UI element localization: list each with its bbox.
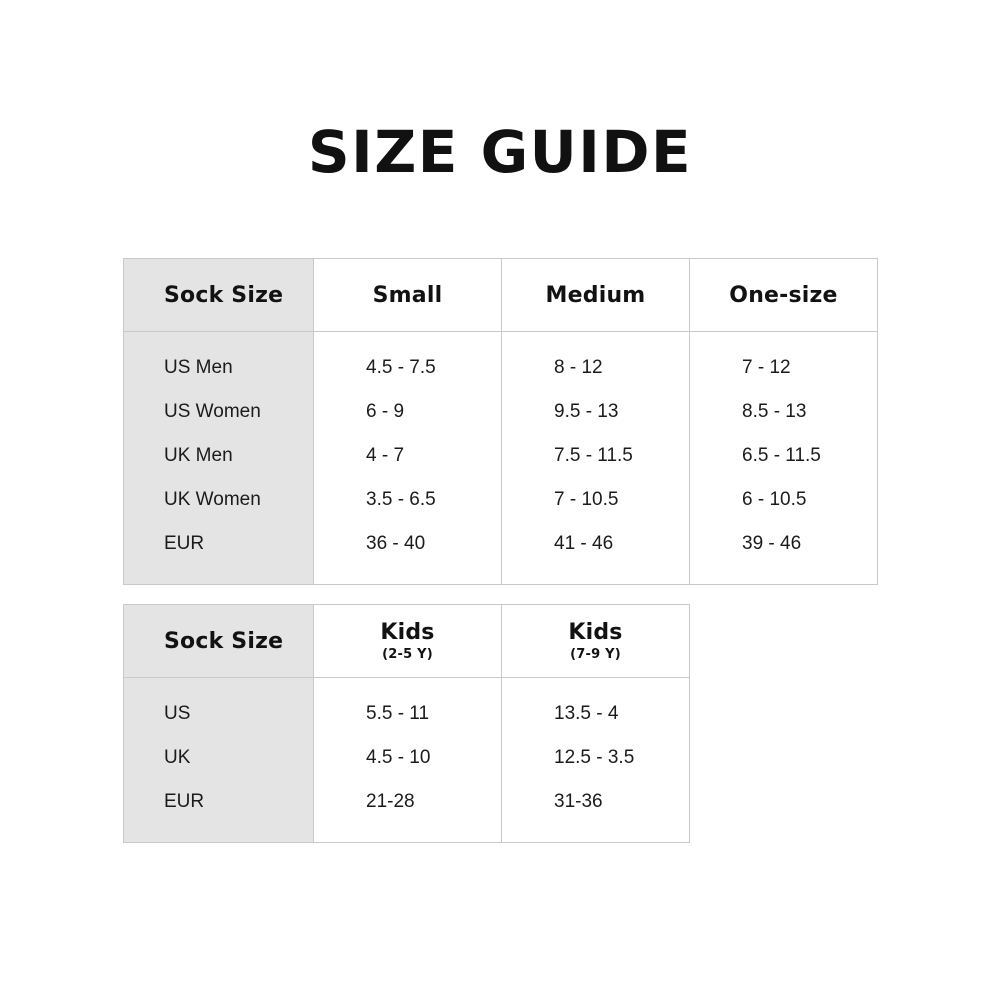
row-label: UK Men xyxy=(124,434,314,478)
cell-value: 36 - 40 xyxy=(314,522,502,585)
table-row xyxy=(124,736,690,780)
column-header-medium: Medium xyxy=(502,259,690,332)
column-header-small: Small xyxy=(314,259,502,332)
kids-table-body xyxy=(124,678,690,843)
adult-table xyxy=(123,258,878,585)
cell-value: 21-28 xyxy=(314,780,502,843)
cell-value: 7 - 12 xyxy=(690,332,878,391)
table-row xyxy=(124,522,878,585)
cell-value: 41 - 46 xyxy=(502,522,690,585)
cell-value: 39 - 46 xyxy=(690,522,878,585)
row-label: UK Women xyxy=(124,478,314,522)
column-header-kids-2-5-sub: (2-5 Y) xyxy=(382,647,433,662)
cell-value: 9.5 - 13 xyxy=(502,390,690,434)
cell-value: 8 - 12 xyxy=(502,332,690,391)
column-header-kids-2-5-label: Kids xyxy=(380,620,435,645)
adult-size-table xyxy=(123,258,877,585)
column-header-kids-7-9 xyxy=(502,605,690,678)
cell-value: 5.5 - 11 xyxy=(314,678,502,737)
cell-value: 6 - 9 xyxy=(314,390,502,434)
column-header-sock-size: Sock Size xyxy=(124,605,314,678)
cell-value: 4.5 - 7.5 xyxy=(314,332,502,391)
cell-value: 12.5 - 3.5 xyxy=(502,736,690,780)
column-header-kids-2-5 xyxy=(314,605,502,678)
kids-table-header xyxy=(124,605,690,678)
column-header-kids-7-9-label: Kids xyxy=(568,620,623,645)
table-row xyxy=(124,332,878,391)
cell-value: 8.5 - 13 xyxy=(690,390,878,434)
cell-value: 31-36 xyxy=(502,780,690,843)
row-label: UK xyxy=(124,736,314,780)
cell-value: 4 - 7 xyxy=(314,434,502,478)
cell-value: 13.5 - 4 xyxy=(502,678,690,737)
kids-size-table xyxy=(123,604,689,843)
row-label: EUR xyxy=(124,522,314,585)
column-header-one-size: One-size xyxy=(690,259,878,332)
table-header-row xyxy=(124,259,878,332)
row-label: US xyxy=(124,678,314,737)
table-row xyxy=(124,780,690,843)
row-label: EUR xyxy=(124,780,314,843)
table-row xyxy=(124,478,878,522)
adult-table-body xyxy=(124,332,878,585)
table-row xyxy=(124,390,878,434)
cell-value: 3.5 - 6.5 xyxy=(314,478,502,522)
cell-value: 7 - 10.5 xyxy=(502,478,690,522)
column-header-kids-7-9-sub: (7-9 Y) xyxy=(570,647,621,662)
cell-value: 6 - 10.5 xyxy=(690,478,878,522)
cell-value: 6.5 - 11.5 xyxy=(690,434,878,478)
adult-table-header xyxy=(124,259,878,332)
column-header-sock-size: Sock Size xyxy=(124,259,314,332)
kids-table xyxy=(123,604,690,843)
table-row xyxy=(124,434,878,478)
cell-value: 7.5 - 11.5 xyxy=(502,434,690,478)
table-row xyxy=(124,678,690,737)
row-label: US Women xyxy=(124,390,314,434)
page-title: SIZE GUIDE xyxy=(307,118,693,186)
table-header-row xyxy=(124,605,690,678)
row-label: US Men xyxy=(124,332,314,391)
cell-value: 4.5 - 10 xyxy=(314,736,502,780)
